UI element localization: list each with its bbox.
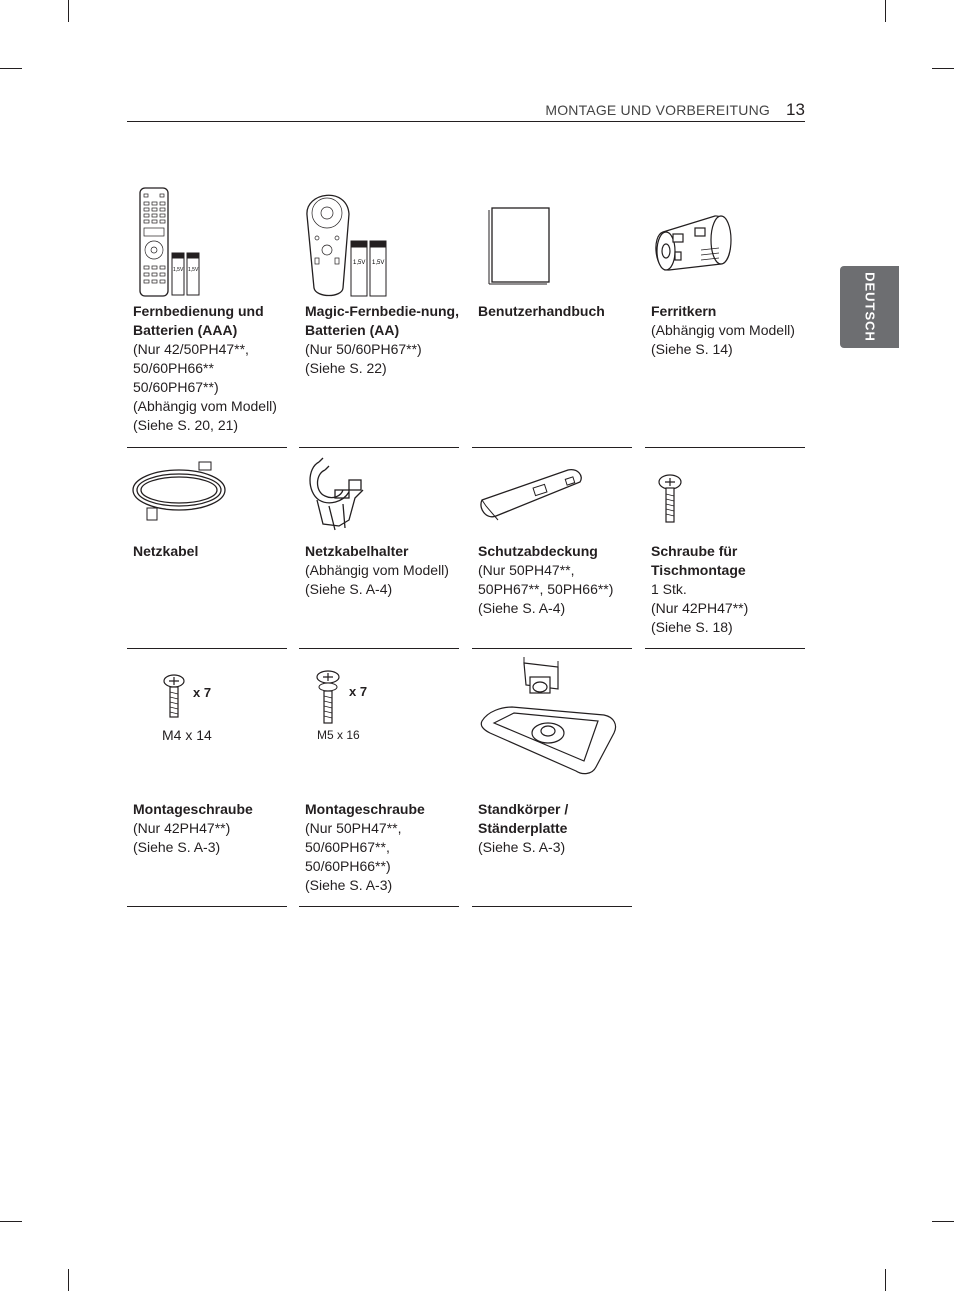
item-divider [472,906,632,907]
manual-icon [472,180,632,305]
screw-size: M5 x 16 [317,728,360,742]
crop-mark [68,1269,69,1291]
item-label [478,800,632,857]
item-title: Benutzerhandbuch [478,303,605,319]
item-divider [299,906,459,907]
item-mounting-screw-m5 [299,649,459,907]
item-label [305,302,459,378]
quantity: x 7 [349,684,368,699]
item-label [305,800,459,895]
item-desc: (Siehe S. 18) [651,619,733,635]
item-desc: 50/60PH67**) [133,379,219,395]
quantity: x 7 [193,685,212,700]
item-manual [472,180,632,448]
item-label [478,542,632,618]
page-number: 13 [786,100,805,119]
item-desc: 1 Stk. [651,581,687,597]
item-label [651,542,805,637]
crop-mark [885,0,886,22]
item-desk-screw [645,448,805,649]
item-desc: 50/60PH67**, [305,839,390,855]
crop-mark [0,1221,22,1222]
item-desc: (Nur 50/60PH67**) [305,341,422,357]
item-title: Ferritkern [651,303,717,319]
item-desc: (Abhängig vom Modell) [133,398,277,414]
item-desc: (Nur 50PH47**, [305,820,402,836]
item-title: Montageschraube [305,801,425,817]
item-desc: (Nur 42PH47**) [651,600,749,616]
item-desc: (Abhängig vom Modell) [305,562,449,578]
item-title: Magic-Fernbedie-nung, Batterien (AA) [305,303,459,338]
item-label [133,302,287,435]
item-desc: (Siehe S. 20, 21) [133,417,239,433]
item-desc: 50/60PH66** [133,360,214,376]
item-remote-control [127,180,287,448]
item-label [478,302,632,321]
language-tab-label: DEUTSCH [862,272,877,342]
item-desc: (Siehe S. 22) [305,360,387,376]
item-desc: (Nur 50PH47**, [478,562,575,578]
item-cable-holder [299,448,459,649]
crop-mark [932,1221,954,1222]
remote-control-aaa-icon [127,180,287,305]
stand-icon [472,649,632,779]
item-label [651,302,805,359]
item-desc: (Siehe S. 14) [651,341,733,357]
item-desc: 50PH67**, 50PH66**) [478,581,614,597]
item-desc: (Nur 42PH47**) [133,820,231,836]
item-label [305,542,459,599]
item-title: Netzkabelhalter [305,543,409,559]
item-desc: (Nur 42/50PH47**, [133,341,249,357]
power-cord-icon [127,448,287,538]
language-tab [840,266,899,348]
screw-m5-icon [299,649,459,729]
battery-label: 1,5V [188,267,199,273]
item-stand [472,649,632,907]
item-title: Standkörper / Ständerplatte [478,801,569,836]
item-protection-cover [472,448,632,649]
item-desc: 50/60PH66**) [305,858,391,874]
screw-size: M4 x 14 [162,727,212,743]
protection-cover-icon [472,448,632,538]
section-title: MONTAGE UND VORBEREITUNG [545,102,770,118]
magic-remote-icon [299,180,459,305]
item-divider [127,906,287,907]
item-title: Montageschraube [133,801,253,817]
item-desc: (Siehe S. A-3) [305,877,393,893]
header-divider [127,121,805,122]
ferrite-core-icon [645,180,805,305]
item-power-cord [127,448,287,649]
desk-screw-icon [645,448,805,538]
item-divider [645,648,805,649]
item-title: Netzkabel [133,543,199,559]
item-desc: (Siehe S. A-3) [133,839,221,855]
item-desc: (Abhängig vom Modell) [651,322,795,338]
item-desc: (Siehe S. A-3) [478,839,566,855]
item-title: Schraube für Tischmontage [651,543,746,578]
crop-mark [932,68,954,69]
crop-mark [0,68,22,69]
battery-label: 1,5V [173,267,184,273]
item-title: Schutzabdeckung [478,543,598,559]
item-desc: (Siehe S. A-4) [305,581,393,597]
item-ferrite-core [645,180,805,448]
battery-label: 1,5V [372,260,385,266]
cable-holder-icon [299,448,459,540]
battery-label: 1,5V [353,260,366,266]
crop-mark [68,0,69,22]
item-title: Fernbedienung und Batterien (AAA) [133,303,264,338]
item-label [133,542,287,561]
item-mounting-screw-m4 [127,649,287,907]
crop-mark [885,1269,886,1291]
item-label [133,800,287,857]
item-magic-remote [299,180,459,448]
item-desc: (Siehe S. A-4) [478,600,566,616]
